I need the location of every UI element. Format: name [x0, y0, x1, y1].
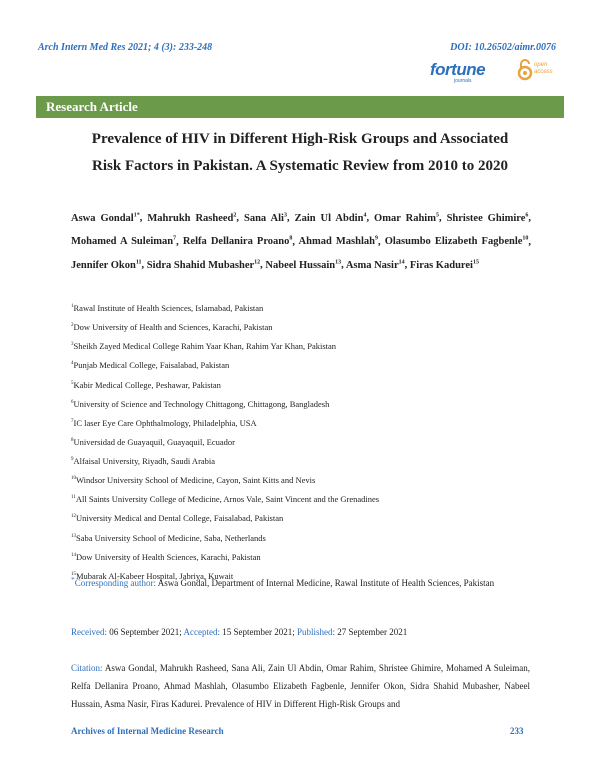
affiliation-text: All Saints University College of Medicine, Arnos Vale, Saint Vincent and the Grenadines	[75, 494, 380, 505]
author-name: Relfa Dellanira Proano	[182, 236, 290, 247]
affiliation-item	[71, 451, 551, 470]
affiliation-item	[71, 413, 551, 432]
author-name: Shristee Ghimire	[446, 212, 526, 224]
affiliation-number: 1	[71, 304, 74, 309]
affiliation-text: Windsor University School of Medicine, Cayon, Saint Kitts and Nevis	[76, 474, 316, 485]
affiliation-item	[71, 317, 551, 336]
doi: DOI: 10.26502/aimr.0076	[450, 42, 556, 53]
affiliation-number: 13	[71, 533, 76, 539]
author-name: Zain Ul Abdin	[294, 212, 364, 224]
author	[346, 260, 405, 271]
affiliation-item	[71, 547, 551, 566]
affiliation-number: 11	[71, 495, 76, 501]
author	[244, 213, 287, 224]
page-number: 233	[510, 726, 524, 736]
author	[295, 213, 367, 224]
received-label: Received:	[71, 627, 107, 637]
affiliation-item	[71, 528, 551, 547]
author-list: Aswa Gondal$^{1*}$, Mahrukh Rasheed$^2$, Sana Ali$^3$, Zain Ul Abdin$^4$, Omar Rahim$^5$, Shristee Ghimire$^6$, Mohamed A Suleiman$^7$, Relfa Dellanira Proano$^8$, Ahmad Mashlah$^9$, Olasumbo Elizabeth Fagbenle$^{10}$, Jennifer Okon$^{11}$, Sidra Shahid Mubasher$^{12}$, Nabeel Hussain$^{13}$, Asma Nasir$^{14}$, Firas Kadurei$^{15}$	[71, 212, 532, 271]
affiliation-text: Alfaisal University, Riyadh, Saudi Arabia	[73, 455, 216, 466]
logo-open: open	[534, 62, 548, 68]
affiliation-text: Saba University School of Medicine, Saba, Netherlands	[76, 532, 266, 543]
author	[374, 213, 439, 224]
affiliation-text: Dow University of Health and Sciences, Karachi, Pakistan	[73, 321, 273, 332]
affiliation-number: 2	[71, 323, 74, 329]
author	[410, 260, 479, 271]
affiliation-item	[71, 336, 551, 355]
article-title	[60, 126, 540, 180]
affiliation-item	[71, 489, 551, 508]
affiliation-number: 6	[71, 399, 74, 405]
author-affiliation-marker: 11	[135, 259, 142, 265]
affiliation-item	[71, 508, 551, 527]
affiliation-text: Dow University of Health Sciences, Karachi, Pakistan	[76, 551, 261, 562]
citation	[71, 659, 530, 713]
affiliation-number: 10	[71, 476, 76, 482]
affiliation-text: Punjab Medical College, Faisalabad, Pakistan	[73, 360, 230, 371]
corresponding-label: Corresponding author:	[74, 578, 156, 588]
open-access-lock-icon	[516, 58, 534, 82]
citation-text: Aswa Gondal, Mahrukh Rasheed, Sana Ali, Zain Ul Abdin, Omar Rahim, Shristee Ghimire, Mohamed A Suleiman, Relfa Dellanira Proano, Ahmad Mashlah, Olasumbo Elizabeth Fagbenle, Jennifer Okon, Sidra Shahid Mubasher, Nabeel Hussain, Asma Nasir, Firas Kadurei. Prevalence of HIV in Different High-Risk Groups and	[71, 663, 530, 709]
accepted-label: Accepted:	[183, 627, 220, 637]
author-name: Sidra Shahid Mubasher	[146, 259, 255, 271]
author	[299, 236, 378, 247]
affiliation-number: 14	[71, 552, 76, 558]
fortune-journals-logo	[430, 58, 570, 90]
author-name: Ahmad Mashlah	[298, 236, 375, 247]
affiliation-text: Universidad de Guayaquil, Guayaquil, Ecuador	[73, 436, 235, 447]
title-line-2: Risk Factors in Pakistan. A Systematic Review from 2010 to 2020	[92, 158, 508, 174]
journal-reference: Arch Intern Med Res 2021; 4 (3): 233-248	[38, 42, 213, 53]
author	[71, 213, 140, 224]
author-affiliation-marker: 2	[233, 212, 237, 218]
author	[385, 236, 529, 247]
author-name: Jennifer Okon	[71, 259, 136, 271]
author-affiliation-marker: 14	[398, 259, 405, 265]
affiliation-text: University of Science and Technology Chittagong, Chittagong, Bangladesh	[73, 398, 330, 409]
author-affiliation-marker: 5	[435, 212, 439, 218]
affiliation-number: 12	[71, 514, 76, 520]
affiliation-number: 3	[71, 342, 74, 348]
corresponding-text: Aswa Gondal, Department of Internal Medicine, Rawal Institute of Health Sciences, Pakistan	[157, 578, 495, 588]
citation-label: Citation:	[71, 663, 103, 673]
author	[71, 260, 142, 271]
affiliation-text: Rawal Institute of Health Sciences, Islamabad, Pakistan	[73, 302, 264, 313]
author-affiliation-marker: 7	[173, 235, 177, 242]
author-affiliation-marker: 3	[283, 212, 287, 218]
affiliation-number: 9	[71, 457, 74, 462]
logo-access: access	[534, 69, 553, 75]
author-name: Omar Rahim	[374, 212, 436, 224]
affiliation-item	[71, 375, 551, 394]
affiliation-item	[71, 432, 551, 451]
author-name: Firas Kadurei	[409, 259, 473, 271]
affiliation-number: 15	[71, 571, 76, 577]
author	[147, 213, 236, 224]
author	[183, 236, 293, 247]
affiliation-item	[71, 394, 551, 413]
published-label: Published:	[296, 627, 335, 637]
accepted-date: 15 September 2021;	[222, 627, 295, 637]
article-dates	[71, 627, 541, 637]
affiliation-number: 7	[71, 418, 74, 424]
author-affiliation-marker: 12	[254, 259, 261, 265]
affiliation-number: 4	[71, 361, 74, 367]
affiliation-item	[71, 298, 551, 317]
footer-journal-name: Archives of Internal Medicine Research	[71, 726, 224, 736]
affiliation-list	[71, 298, 551, 585]
logo-brand: fortune	[430, 60, 486, 79]
affiliation-text: Mubarak Al-Kabeer Hospital, Jabriya, Kuwait	[76, 570, 234, 581]
logo-brand-sub: journals	[454, 78, 472, 84]
received-date: 06 September 2021;	[109, 627, 182, 637]
corresponding-author	[71, 572, 531, 591]
author-affiliation-marker: 1*	[133, 212, 140, 218]
author-affiliation-marker: 9	[374, 235, 378, 242]
author-name: Nabeel Hussain	[265, 259, 336, 271]
affiliation-text: Sheikh Zayed Medical College Rahim Yaar Khan, Rahim Yar Khan, Pakistan	[73, 341, 337, 352]
author	[147, 260, 260, 271]
affiliation-item	[71, 470, 551, 489]
corresponding-marker: *	[71, 575, 75, 584]
author-affiliation-marker: 4	[363, 212, 367, 218]
author-affiliation-marker: 10	[522, 235, 529, 242]
author	[71, 236, 176, 247]
author-affiliation-marker: 15	[472, 259, 479, 265]
author-affiliation-marker: 13	[335, 259, 342, 265]
published-date: 27 September 2021	[337, 627, 408, 637]
author-name: Aswa Gondal	[71, 212, 134, 224]
affiliation-text: IC laser Eye Care Ophthalmology, Philadelphia, USA	[73, 417, 257, 428]
author-name: Mohamed A Suleiman	[71, 236, 174, 247]
author-name: Mahrukh Rasheed	[147, 212, 234, 224]
affiliation-item	[71, 355, 551, 374]
affiliation-text: Kabir Medical College, Peshawar, Pakistan	[73, 379, 221, 390]
title-line-1: Prevalence of HIV in Different High-Risk Groups and Associated	[91, 131, 509, 147]
affiliation-text: University Medical and Dental College, Faisalabad, Pakistan	[76, 513, 284, 524]
affiliation-number: 5	[71, 380, 74, 386]
section-banner	[36, 96, 564, 118]
author-name: Asma Nasir	[345, 259, 399, 271]
author-name: Olasumbo Elizabeth Fagbenle	[384, 236, 523, 247]
author-affiliation-marker: 6	[525, 212, 529, 218]
section-label: Research Article	[46, 99, 138, 114]
affiliation-number: 8	[71, 437, 74, 443]
author	[265, 260, 341, 271]
author-affiliation-marker: 8	[289, 235, 293, 242]
author	[447, 213, 529, 224]
author-name: Sana Ali	[243, 212, 284, 224]
